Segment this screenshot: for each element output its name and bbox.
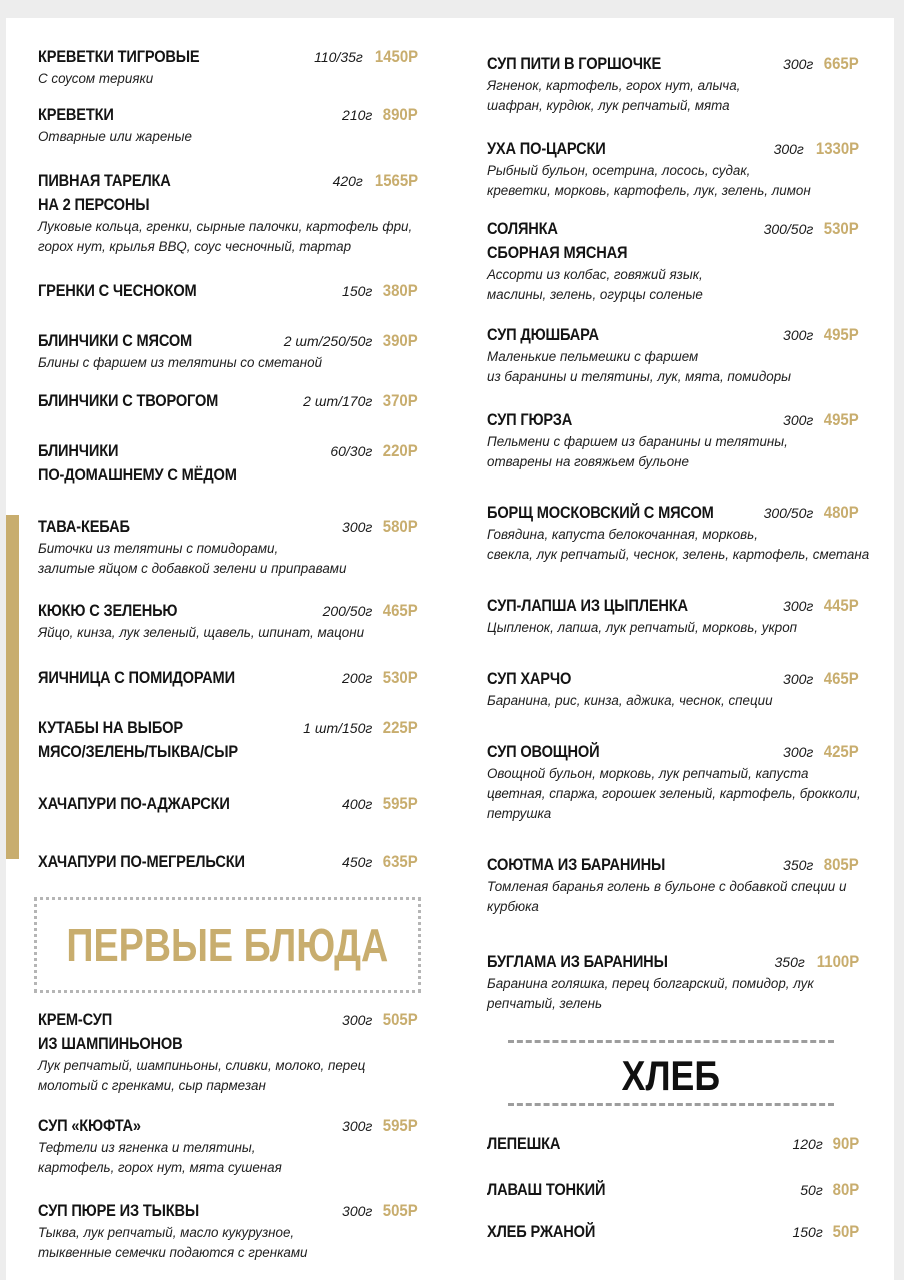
menu-item-name: БЛИНЧИКИ xyxy=(38,441,119,460)
menu-item xyxy=(38,666,418,690)
first-courses-heading-box xyxy=(34,897,421,993)
menu-item-price: 495Р xyxy=(824,325,859,344)
menu-item-weight: 300/50г xyxy=(763,505,814,521)
menu-item-name: СУП ПИТИ В ГОРШОЧКЕ xyxy=(487,54,662,73)
menu-item-name: ЯИЧНИЦА С ПОМИДОРАМИ xyxy=(38,668,235,687)
menu-item-price: 530Р xyxy=(824,219,859,238)
menu-item-name: БЛИНЧИКИ С МЯСОМ xyxy=(38,331,193,350)
menu-item-name: СОЮТМА ИЗ БАРАНИНЫ xyxy=(487,855,666,874)
menu-item-weight: 2 шт/250/50г xyxy=(283,333,373,349)
menu-item-meta xyxy=(783,740,859,765)
menu-item-name: СУП ПЮРЕ ИЗ ТЫКВЫ xyxy=(38,1201,200,1220)
menu-item-price: 225Р xyxy=(383,718,418,737)
menu-item-price: 390Р xyxy=(383,331,418,350)
menu-item xyxy=(38,279,418,303)
menu-item-weight: 300г xyxy=(773,141,804,157)
menu-item-name-line2: СБОРНАЯ МЯСНАЯ xyxy=(487,243,628,262)
menu-item xyxy=(487,740,859,824)
menu-item-name: СУП ОВОЩНОЙ xyxy=(487,742,600,761)
menu-item-weight: 300г xyxy=(342,519,373,535)
menu-item-name: СУП «КЮФТА» xyxy=(38,1116,141,1135)
menu-item xyxy=(38,389,418,413)
menu-item-name: СУП ГЮРЗА xyxy=(487,410,573,429)
menu-item xyxy=(487,1220,859,1244)
menu-item-price: 530Р xyxy=(383,668,418,687)
menu-item-description: Пельмени с фаршем из баранины и телятины, xyxy=(487,434,788,449)
menu-item-header xyxy=(487,853,859,877)
menu-item-meta xyxy=(342,1008,418,1033)
menu-item-weight: 150г xyxy=(792,1224,823,1240)
menu-item-description: креветки, морковь, картофель, лук, зелень, лимон xyxy=(487,183,811,198)
menu-item xyxy=(38,792,418,816)
menu-item xyxy=(487,1178,859,1202)
menu-item-weight: 110/35г xyxy=(314,49,363,65)
menu-item-header xyxy=(38,169,418,193)
menu-item-weight: 300г xyxy=(783,744,814,760)
menu-item-name: КРЕВЕТКИ xyxy=(38,105,114,124)
menu-item xyxy=(487,594,859,638)
menu-item-description: Баранина, рис, кинза, аджика, чеснок, специи xyxy=(487,693,773,708)
menu-item xyxy=(487,667,859,711)
menu-item-name: УХА ПО-ЦАРСКИ xyxy=(487,139,606,158)
menu-item xyxy=(38,1199,418,1263)
menu-item-meta xyxy=(333,169,418,194)
menu-item-weight: 300/50г xyxy=(763,221,814,237)
menu-item-name: КРЕВЕТКИ ТИГРОВЫЕ xyxy=(38,47,200,66)
menu-item-meta xyxy=(800,1178,859,1203)
menu-item-description: петрушка xyxy=(487,806,552,821)
menu-item-header xyxy=(38,716,418,740)
menu-item-price: 635Р xyxy=(383,852,418,871)
menu-item-header xyxy=(38,850,418,874)
menu-item-meta xyxy=(774,137,859,162)
menu-item-name: КРЕМ-СУП xyxy=(38,1010,113,1029)
menu-item-header xyxy=(38,599,418,623)
menu-item-name: ЛЕПЕШКА xyxy=(487,1134,561,1153)
bread-divider-bottom xyxy=(508,1103,834,1106)
menu-item-description: Отварные или жареные xyxy=(38,129,192,144)
menu-item-description: Лук репчатый, шампиньоны, сливки, молоко, перец xyxy=(38,1058,366,1073)
menu-item-price: 370Р xyxy=(383,391,418,410)
menu-item-price: 805Р xyxy=(824,855,859,874)
menu-item xyxy=(487,950,859,1014)
menu-item-meta xyxy=(783,323,859,348)
menu-item-description: залитые яйцом с добавкой зелени и приправами xyxy=(38,561,347,576)
menu-item-price: 595Р xyxy=(383,794,418,813)
menu-item-meta xyxy=(342,279,418,304)
menu-item-description: Блины с фаршем из телятины со сметаной xyxy=(38,355,323,370)
menu-item-description: Говядина, капуста белокочанная, морковь, xyxy=(487,527,758,542)
menu-item xyxy=(38,1114,418,1178)
menu-item-weight: 2 шт/170г xyxy=(303,393,373,409)
menu-item-name-line2: ПО-ДОМАШНЕМУ С МЁДОМ xyxy=(38,465,237,484)
menu-item-description: курбюка xyxy=(487,899,539,914)
menu-item-description: репчатый, зелень xyxy=(487,996,603,1011)
menu-item-weight: 300г xyxy=(783,327,814,343)
menu-item-description: Баранина голяшка, перец болгарский, помидор, лук xyxy=(487,976,814,991)
menu-item-weight: 300г xyxy=(783,56,814,72)
menu-item-name: КЮКЮ С ЗЕЛЕНЬЮ xyxy=(38,601,178,620)
menu-item-header xyxy=(38,103,418,127)
menu-item xyxy=(487,853,859,917)
menu-item xyxy=(38,329,418,373)
menu-item-description: отварены на говяжьем бульоне xyxy=(487,454,689,469)
menu-item-header xyxy=(38,45,418,69)
menu-item-price: 665Р xyxy=(824,54,859,73)
menu-item-header xyxy=(487,52,859,76)
menu-item-header xyxy=(487,950,859,974)
menu-item-header xyxy=(38,439,418,463)
menu-item-meta xyxy=(783,408,859,433)
menu-item-meta xyxy=(342,1199,418,1224)
menu-item-weight: 350г xyxy=(783,857,814,873)
menu-item xyxy=(38,169,418,257)
menu-item-meta xyxy=(330,439,418,464)
menu-item-header xyxy=(487,1220,859,1244)
menu-item-description: тыквенные семечки подаются с гренками xyxy=(38,1245,308,1260)
menu-item-meta xyxy=(783,52,859,77)
menu-item-meta xyxy=(342,666,418,691)
menu-item xyxy=(38,850,418,874)
menu-item xyxy=(487,501,870,565)
menu-item-description: шафран, курдюк, лук репчатый, мята xyxy=(487,98,730,113)
menu-item-name: СОЛЯНКА xyxy=(487,219,558,238)
menu-item-description: Тефтели из ягненка и телятины, xyxy=(38,1140,256,1155)
menu-item-header xyxy=(38,1008,418,1032)
menu-item-header xyxy=(38,279,418,303)
menu-item-weight: 300г xyxy=(783,598,814,614)
menu-item-meta xyxy=(783,667,859,692)
menu-item-name: БОРЩ МОСКОВСКИЙ С МЯСОМ xyxy=(487,503,714,522)
menu-item-description: Маленькие пельмешки с фаршем xyxy=(487,349,699,364)
menu-item-price: 465Р xyxy=(383,601,418,620)
menu-item-description: горох нут, крылья BBQ, соус чесночный, тартар xyxy=(38,239,352,254)
menu-item-name: ТАВА-КЕБАБ xyxy=(38,517,130,536)
menu-item-weight: 1 шт/150г xyxy=(303,720,373,736)
menu-item xyxy=(487,137,859,201)
menu-item-meta xyxy=(303,716,418,741)
menu-item-weight: 200/50г xyxy=(322,603,373,619)
decorative-gold-bar xyxy=(6,515,19,859)
menu-item-meta xyxy=(314,45,418,70)
menu-item-meta xyxy=(342,792,418,817)
menu-item-meta xyxy=(342,515,418,540)
bread-divider-top xyxy=(508,1040,834,1043)
menu-item-description: Яйцо, кинза, лук зеленый, щавель, шпинат, мацони xyxy=(38,625,365,640)
menu-item-meta xyxy=(303,389,418,414)
menu-item xyxy=(38,45,418,89)
first-courses-title: ПЕРВЫЕ БЛЮДА xyxy=(66,919,389,971)
menu-item-weight: 60/30г xyxy=(330,443,373,459)
menu-item-name: ХАЧАПУРИ ПО-МЕГРЕЛЬСКИ xyxy=(38,852,245,871)
menu-item-weight: 150г xyxy=(342,283,373,299)
menu-item-price: 1450Р xyxy=(374,47,418,66)
menu-item-description: Биточки из телятины с помидорами, xyxy=(38,541,279,556)
menu-item xyxy=(487,52,859,116)
menu-item-header xyxy=(487,1132,859,1156)
menu-item-name: БЛИНЧИКИ С ТВОРОГОМ xyxy=(38,391,219,410)
menu-item-price: 90Р xyxy=(832,1134,859,1153)
menu-item-price: 1565Р xyxy=(374,171,418,190)
menu-item-price: 580Р xyxy=(383,517,418,536)
menu-item xyxy=(38,515,418,579)
menu-item-name-line2: ИЗ ШАМПИНЬОНОВ xyxy=(38,1034,183,1053)
menu-item-header xyxy=(38,329,418,353)
menu-item-weight: 350г xyxy=(774,954,805,970)
menu-item-weight: 300г xyxy=(783,671,814,687)
menu-item-name-line2: НА 2 ПЕРСОНЫ xyxy=(38,195,150,214)
menu-item-name: ХЛЕБ РЖАНОЙ xyxy=(487,1222,596,1241)
menu-item-price: 1330Р xyxy=(815,139,859,158)
menu-item-description: Цыпленок, лапша, лук репчатый, морковь, укроп xyxy=(487,620,798,635)
menu-item-description: Рыбный бульон, осетрина, лосось, судак, xyxy=(487,163,751,178)
menu-item-description: цветная, спаржа, горошек зеленый, картофель, брокколи, xyxy=(487,786,861,801)
menu-item-description: свекла, лук репчатый, чеснок, зелень, картофель, сметана xyxy=(487,547,870,562)
menu-item-weight: 420г xyxy=(332,173,363,189)
menu-item-price: 505Р xyxy=(383,1010,418,1029)
menu-item-weight: 210г xyxy=(342,107,373,123)
menu-item-header xyxy=(38,389,418,413)
menu-item-header xyxy=(487,408,859,432)
menu-item-meta xyxy=(792,1132,859,1157)
left-column xyxy=(38,0,418,1280)
menu-item-price: 425Р xyxy=(824,742,859,761)
menu-item-header xyxy=(487,667,859,691)
menu-item-description: Тыква, лук репчатый, масло кукурузное, xyxy=(38,1225,295,1240)
menu-item-meta xyxy=(284,329,418,354)
menu-item xyxy=(487,1132,859,1156)
menu-item-header xyxy=(487,594,859,618)
menu-item-name: СУП ХАРЧО xyxy=(487,669,572,688)
menu-item-header xyxy=(38,666,418,690)
menu-item-meta xyxy=(764,501,859,526)
menu-item-header xyxy=(487,1178,859,1202)
menu-item-header xyxy=(487,137,859,161)
menu-item-meta xyxy=(775,950,860,975)
menu-item-description: маслины, зелень, огурцы соленые xyxy=(487,287,703,302)
menu-item-meta xyxy=(792,1220,859,1245)
menu-item-name: СУП ДЮШБАРА xyxy=(487,325,599,344)
menu-item xyxy=(38,1008,418,1096)
menu-item-name: ГРЕНКИ С ЧЕСНОКОМ xyxy=(38,281,197,300)
menu-item-name: СУП-ЛАПША ИЗ ЦЫПЛЕНКА xyxy=(487,596,688,615)
menu-item-name: ХАЧАПУРИ ПО-АДЖАРСКИ xyxy=(38,794,230,813)
menu-item-price: 220Р xyxy=(383,441,418,460)
menu-item-description: Луковые кольца, гренки, сырные палочки, картофель фри, xyxy=(38,219,413,234)
menu-item xyxy=(487,323,859,387)
menu-item-price: 465Р xyxy=(824,669,859,688)
menu-item-meta xyxy=(764,217,859,242)
menu-item-description: Ягненок, картофель, горох нут, алыча, xyxy=(487,78,741,93)
menu-item-description: молотый с гренками, сыр пармезан xyxy=(38,1078,266,1093)
menu-item xyxy=(38,103,418,147)
menu-item-meta xyxy=(783,594,859,619)
menu-item-meta xyxy=(342,850,418,875)
menu-item-price: 50Р xyxy=(832,1222,859,1241)
menu-item-description: Овощной бульон, морковь, лук репчатый, капуста xyxy=(487,766,809,781)
menu-item-name: ПИВНАЯ ТАРЕЛКА xyxy=(38,171,171,190)
menu-item-description: Ассорти из колбас, говяжий язык, xyxy=(487,267,703,282)
menu-item-weight: 400г xyxy=(342,796,373,812)
menu-item-meta xyxy=(323,599,418,624)
menu-item-description: картофель, горох нут, мята сушеная xyxy=(38,1160,282,1175)
menu-item-weight: 50г xyxy=(800,1182,823,1198)
menu-item-description: С соусом терияки xyxy=(38,71,154,86)
menu-item xyxy=(38,439,418,487)
menu-item-price: 80Р xyxy=(832,1180,859,1199)
menu-item-weight: 300г xyxy=(342,1203,373,1219)
menu-item xyxy=(487,408,859,472)
menu-item-name-line2: МЯСО/ЗЕЛЕНЬ/ТЫКВА/СЫР xyxy=(38,742,238,761)
menu-item-price: 480Р xyxy=(824,503,859,522)
menu-item xyxy=(38,599,418,643)
menu-item-price: 890Р xyxy=(383,105,418,124)
menu-item-header xyxy=(487,501,859,525)
menu-item-name: ЛАВАШ ТОНКИЙ xyxy=(487,1180,606,1199)
menu-item-header xyxy=(38,515,418,539)
menu-item-header xyxy=(38,792,418,816)
menu-item xyxy=(487,217,859,305)
menu-item-weight: 300г xyxy=(342,1118,373,1134)
menu-item-header xyxy=(487,740,859,764)
menu-item-meta xyxy=(342,1114,418,1139)
menu-item-description: Томленая баранья голень в бульоне с добавкой специи и xyxy=(487,879,847,894)
menu-item-name: БУГЛАМА ИЗ БАРАНИНЫ xyxy=(487,952,668,971)
menu-item-price: 505Р xyxy=(383,1201,418,1220)
menu-item-weight: 300г xyxy=(783,412,814,428)
menu-item-name: КУТАБЫ НА ВЫБОР xyxy=(38,718,183,737)
menu-item xyxy=(38,716,418,764)
menu-item-price: 595Р xyxy=(383,1116,418,1135)
menu-item-weight: 300г xyxy=(342,1012,373,1028)
menu-item-price: 445Р xyxy=(824,596,859,615)
menu-item-price: 1100Р xyxy=(816,952,859,971)
menu-item-description: из баранины и телятины, лук, мята, помидоры xyxy=(487,369,791,384)
menu-item-header xyxy=(38,1114,418,1138)
menu-item-price: 495Р xyxy=(824,410,859,429)
menu-item-weight: 120г xyxy=(792,1136,823,1152)
menu-item-meta xyxy=(342,103,418,128)
menu-item-header xyxy=(38,1199,418,1223)
menu-item-weight: 450г xyxy=(342,854,373,870)
menu-item-price: 380Р xyxy=(383,281,418,300)
menu-item-weight: 200г xyxy=(342,670,373,686)
menu-item-meta xyxy=(783,853,859,878)
menu-item-header xyxy=(487,323,859,347)
bread-section-title: ХЛЕБ xyxy=(621,1052,721,1099)
menu-item-header xyxy=(487,217,859,241)
